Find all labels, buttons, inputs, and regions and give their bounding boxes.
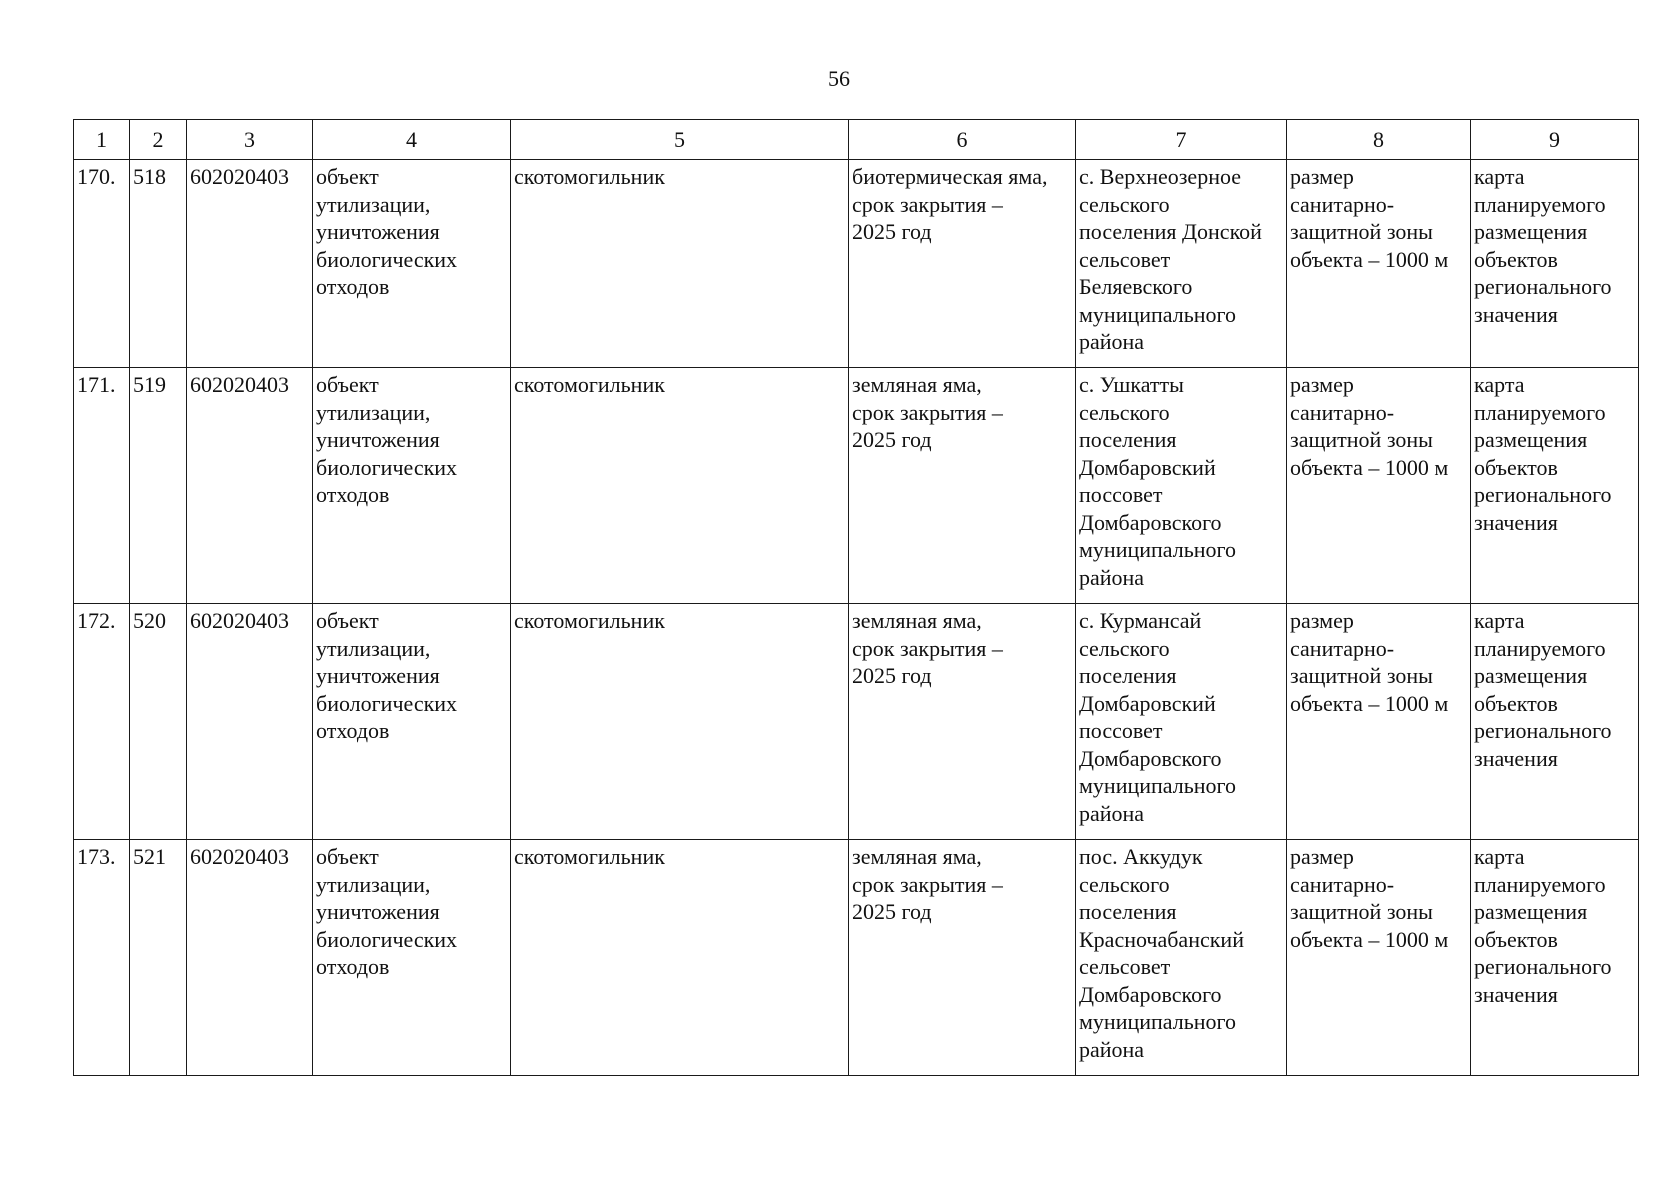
map-reference: карта планируемого размещения объектов регионального значения (1471, 368, 1639, 604)
object-number: 518 (130, 160, 187, 368)
object-number: 521 (130, 840, 187, 1076)
column-header: 3 (187, 120, 313, 160)
object-name: скотомогильник (511, 604, 849, 840)
object-name: скотомогильник (511, 840, 849, 1076)
object-code: 602020403 (187, 368, 313, 604)
object-location: пос. Аккудук сельского поселения Красночабанский сельсовет Домбаровского муниципального района (1076, 840, 1287, 1076)
object-number: 520 (130, 604, 187, 840)
object-code: 602020403 (187, 604, 313, 840)
object-type: объект утилизации, уничтожения биологических отходов (313, 160, 511, 368)
column-header: 9 (1471, 120, 1639, 160)
object-type: объект утилизации, уничтожения биологических отходов (313, 840, 511, 1076)
column-header: 7 (1076, 120, 1287, 160)
row-index: 170. (74, 160, 130, 368)
column-header: 4 (313, 120, 511, 160)
map-reference: карта планируемого размещения объектов регионального значения (1471, 604, 1639, 840)
zone-characteristics: размер санитарно- защитной зоны объекта – 1000 м (1287, 160, 1471, 368)
table-row (74, 840, 1639, 1076)
object-characteristics: земляная яма, срок закрытия – 2025 год (849, 604, 1076, 840)
object-type: объект утилизации, уничтожения биологических отходов (313, 368, 511, 604)
column-header: 2 (130, 120, 187, 160)
zone-characteristics: размер санитарно- защитной зоны объекта – 1000 м (1287, 604, 1471, 840)
object-name: скотомогильник (511, 368, 849, 604)
table-body (74, 160, 1639, 1076)
object-characteristics: биотермическая яма, срок закрытия – 2025 год (849, 160, 1076, 368)
objects-table (73, 119, 1639, 1076)
column-header: 6 (849, 120, 1076, 160)
zone-characteristics: размер санитарно- защитной зоны объекта – 1000 м (1287, 368, 1471, 604)
row-index: 171. (74, 368, 130, 604)
column-header: 1 (74, 120, 130, 160)
row-index: 172. (74, 604, 130, 840)
row-index: 173. (74, 840, 130, 1076)
table-row (74, 160, 1639, 368)
column-header: 8 (1287, 120, 1471, 160)
object-type: объект утилизации, уничтожения биологических отходов (313, 604, 511, 840)
table-row (74, 604, 1639, 840)
object-code: 602020403 (187, 840, 313, 1076)
map-reference: карта планируемого размещения объектов регионального значения (1471, 840, 1639, 1076)
header-row (74, 120, 1639, 160)
object-number: 519 (130, 368, 187, 604)
map-reference: карта планируемого размещения объектов регионального значения (1471, 160, 1639, 368)
table-row (74, 368, 1639, 604)
page-number: 56 (828, 66, 850, 91)
object-name: скотомогильник (511, 160, 849, 368)
object-location: с. Верхнеозерное сельского поселения Донской сельсовет Беляевского муниципального района (1076, 160, 1287, 368)
table-header (74, 120, 1639, 160)
zone-characteristics: размер санитарно- защитной зоны объекта – 1000 м (1287, 840, 1471, 1076)
object-location: с. Курмансай сельского поселения Домбаровский поссовет Домбаровского муниципального района (1076, 604, 1287, 840)
object-characteristics: земляная яма, срок закрытия – 2025 год (849, 368, 1076, 604)
object-characteristics: земляная яма, срок закрытия – 2025 год (849, 840, 1076, 1076)
column-header: 5 (511, 120, 849, 160)
object-location: с. Ушкатты сельского поселения Домбаровский поссовет Домбаровского муниципального района (1076, 368, 1287, 604)
object-code: 602020403 (187, 160, 313, 368)
